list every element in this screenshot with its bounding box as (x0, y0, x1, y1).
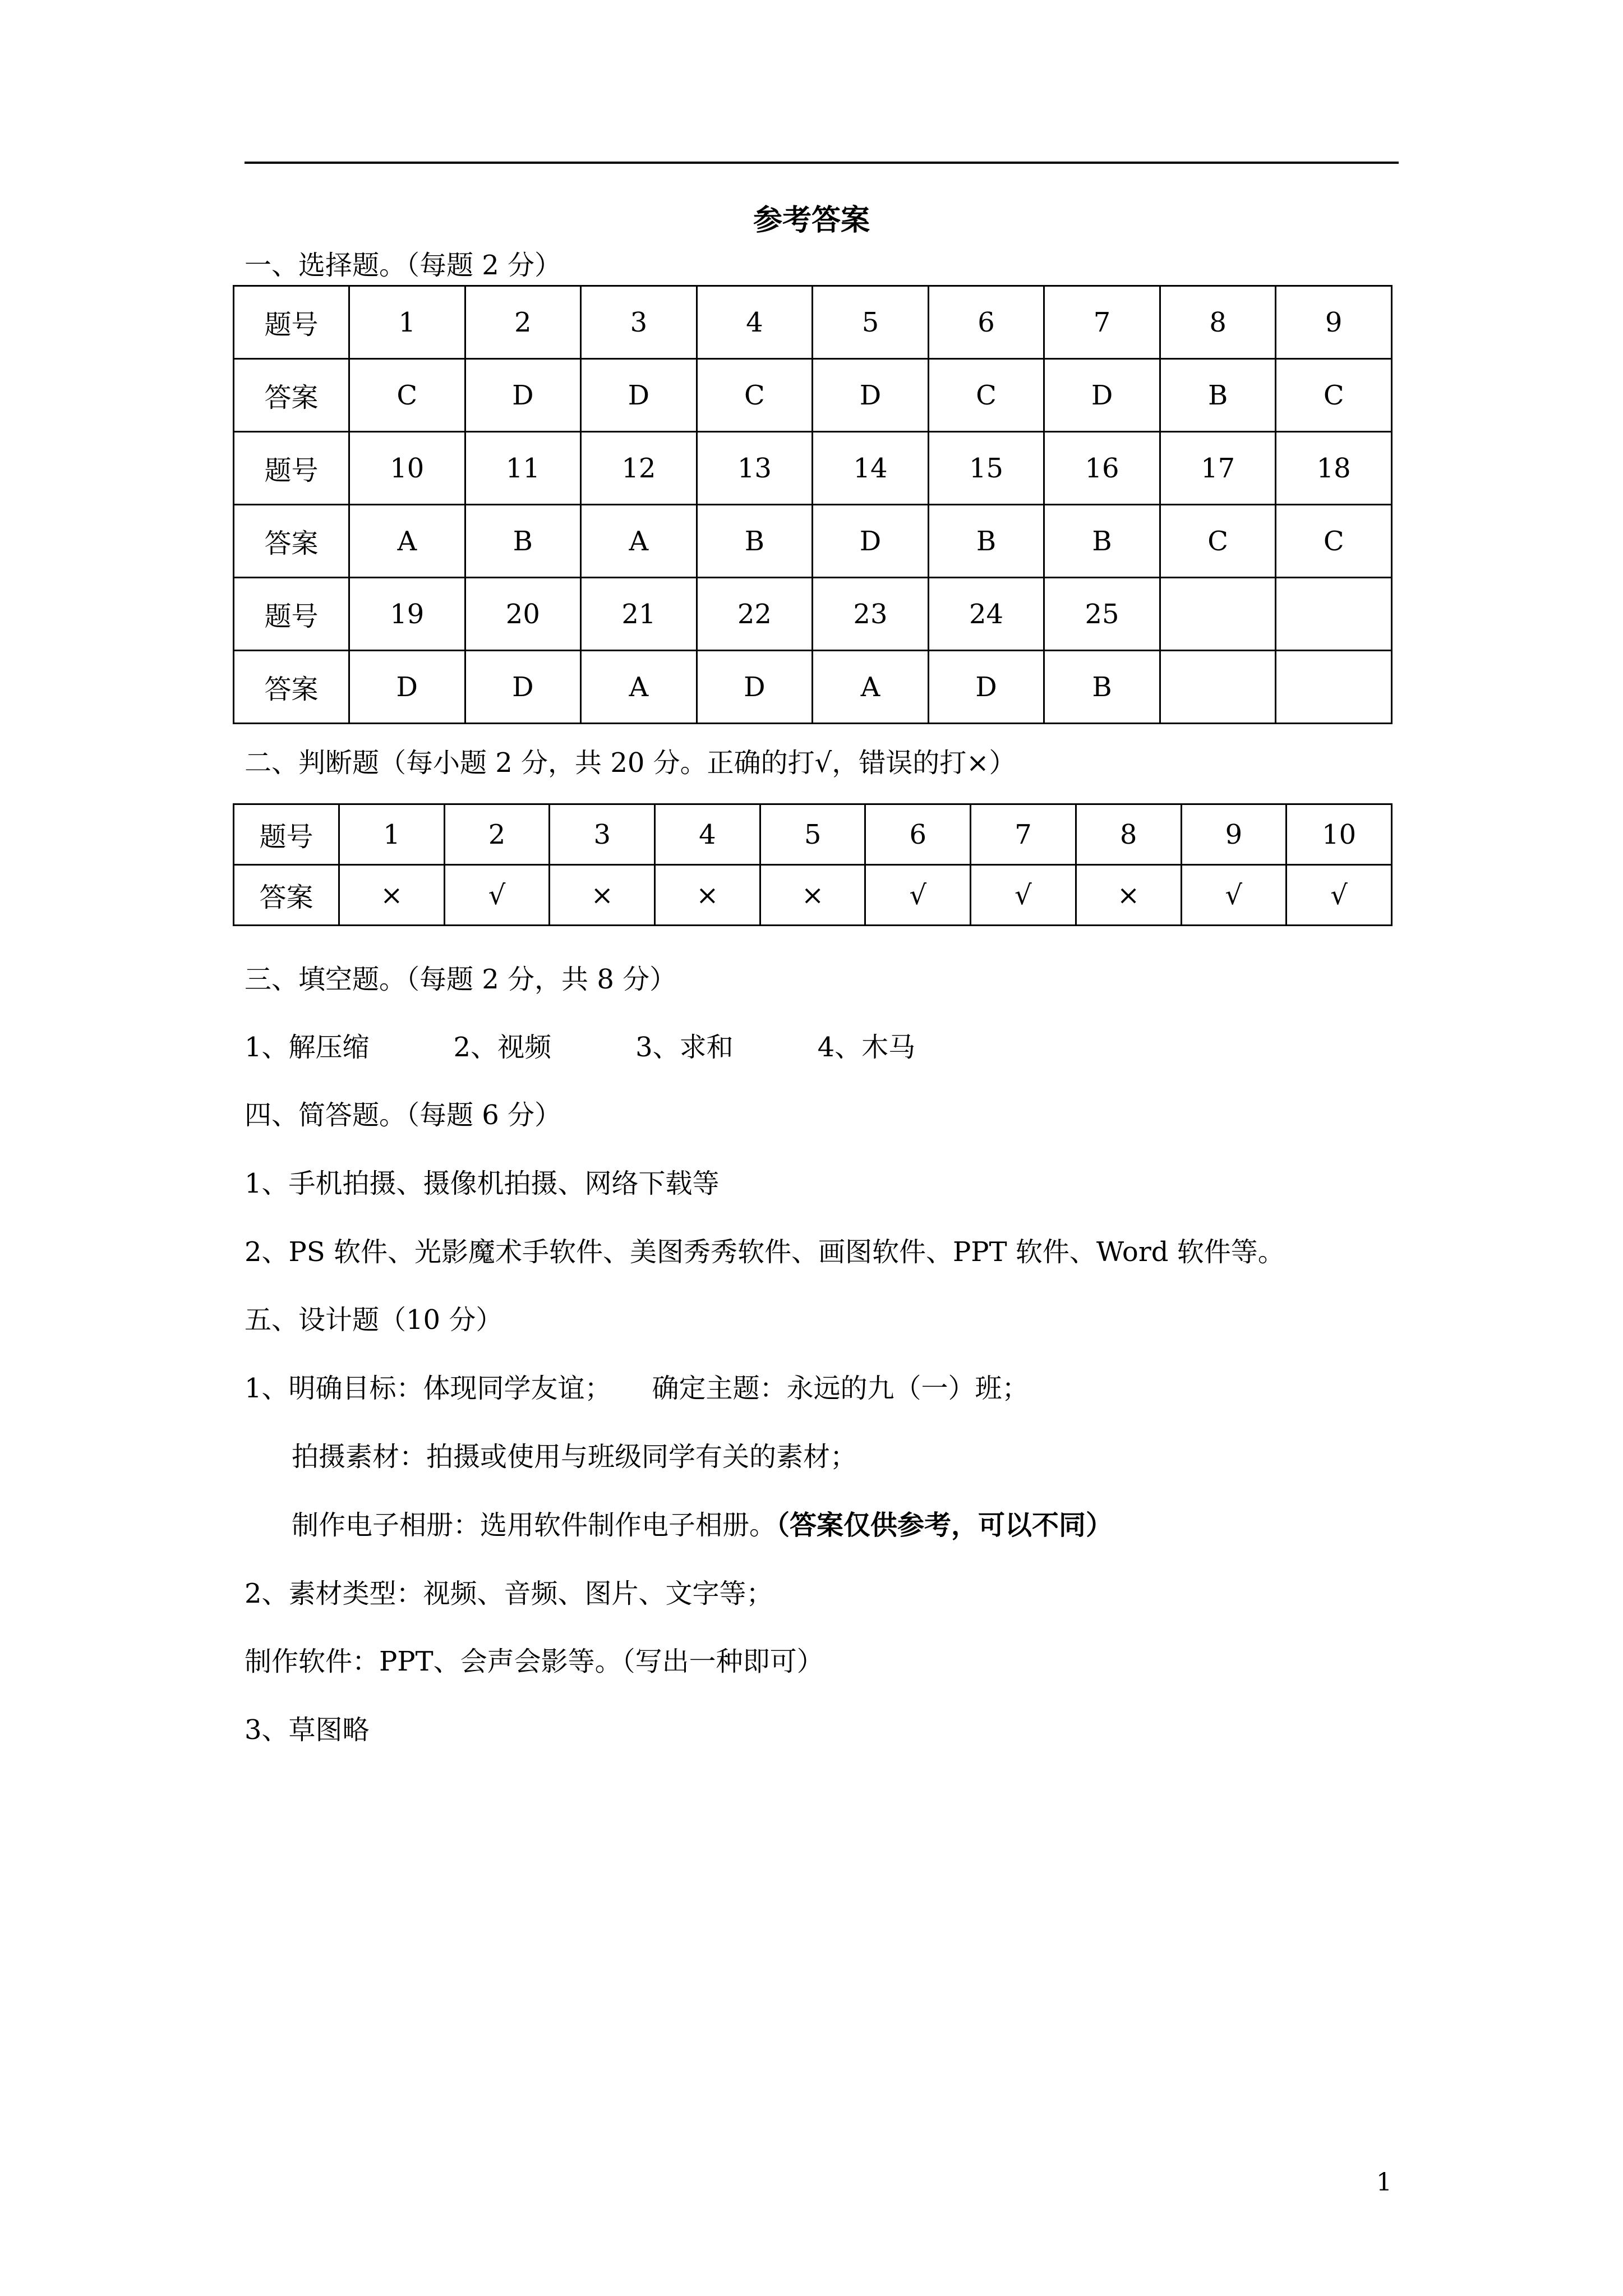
table-cell: 1 (339, 804, 445, 865)
table-cell: D (813, 505, 929, 578)
table-cell: × (1076, 865, 1181, 926)
table-cell: √ (971, 865, 1076, 926)
design-answer-1-line-1: 1、明确目标：体现同学友谊； 确定主题：永远的九（一）班； (245, 1373, 1029, 1404)
section-5-heading: 五、设计题（10 分） (245, 1304, 503, 1336)
table-cell: B (1044, 651, 1160, 724)
table-cell: B (928, 505, 1044, 578)
choice-answer-table (233, 285, 1393, 724)
table-cell: 21 (581, 578, 697, 651)
table-cell: × (655, 865, 760, 926)
table-row (234, 804, 1392, 865)
table-cell: D (1044, 359, 1160, 432)
table-cell: A (581, 651, 697, 724)
table-cell: √ (1287, 865, 1392, 926)
table-row (234, 286, 1392, 359)
table-cell (1160, 651, 1276, 724)
table-cell: 2 (465, 286, 581, 359)
table-cell: √ (865, 865, 971, 926)
table-cell: × (550, 865, 655, 926)
table-cell: 7 (971, 804, 1076, 865)
section-3-heading: 三、填空题。（每题 2 分，共 8 分） (245, 964, 677, 995)
table-row (234, 432, 1392, 505)
table-cell: √ (444, 865, 550, 926)
fill-answer-2: 2、视频 (453, 1032, 552, 1063)
table-cell: C (1160, 505, 1276, 578)
table-cell: A (813, 651, 929, 724)
table-row (234, 651, 1392, 724)
table-cell: 9 (1181, 804, 1287, 865)
table-cell: 5 (760, 804, 865, 865)
fill-answer-1: 1、解压缩 (245, 1032, 370, 1063)
table-cell: D (813, 359, 929, 432)
table-cell: D (349, 651, 465, 724)
table-cell: 18 (1276, 432, 1392, 505)
table-cell: 3 (550, 804, 655, 865)
table-cell: B (1044, 505, 1160, 578)
table-cell: 19 (349, 578, 465, 651)
table-cell: 11 (465, 432, 581, 505)
row-header-cell: 题号 (234, 578, 349, 651)
table-cell: 25 (1044, 578, 1160, 651)
design-answer-1-line-3 (292, 1507, 1113, 1544)
table-cell: 7 (1044, 286, 1160, 359)
table-row (234, 865, 1392, 926)
fill-answer-4: 4、木马 (817, 1032, 916, 1063)
table-cell: D (928, 651, 1044, 724)
table-cell: 8 (1160, 286, 1276, 359)
section-4-heading: 四、简答题。（每题 6 分） (245, 1099, 562, 1131)
fill-answer-3: 3、求和 (635, 1032, 734, 1063)
table-cell: D (465, 651, 581, 724)
fill-blank-answers (245, 1029, 999, 1066)
table-cell: 10 (349, 432, 465, 505)
table-cell: D (465, 359, 581, 432)
table-cell: 20 (465, 578, 581, 651)
row-header-cell: 题号 (234, 804, 339, 865)
short-answer-1: 1、手机拍摄、摄像机拍摄、网络下载等 (245, 1168, 720, 1199)
table-cell: 1 (349, 286, 465, 359)
table-cell: 15 (928, 432, 1044, 505)
design-answer-2-line-2: 制作软件：PPT、会声会影等。（写出一种即可） (245, 1646, 824, 1677)
table-cell: A (349, 505, 465, 578)
table-cell: C (1276, 359, 1392, 432)
section-2-heading: 二、判断题（每小题 2 分，共 20 分。正确的打√，错误的打×） (245, 747, 1016, 779)
table-cell: × (339, 865, 445, 926)
judgement-answer-table (233, 803, 1393, 926)
row-header-cell: 答案 (234, 505, 349, 578)
header-rule (245, 162, 1399, 164)
table-cell: 12 (581, 432, 697, 505)
table-cell: 22 (697, 578, 813, 651)
row-header-cell: 题号 (234, 286, 349, 359)
table-cell: × (760, 865, 865, 926)
table-cell: B (697, 505, 813, 578)
table-cell: B (1160, 359, 1276, 432)
table-cell: D (581, 359, 697, 432)
reference-note: （答案仅供参考，可以不同） (776, 1510, 1113, 1541)
design-answer-1-line-2: 拍摄素材：拍摄或使用与班级同学有关的素材； (292, 1441, 857, 1473)
table-cell: 17 (1160, 432, 1276, 505)
table-cell (1276, 578, 1392, 651)
table-cell: √ (1181, 865, 1287, 926)
row-header-cell: 答案 (234, 651, 349, 724)
design-answer-1-text: 制作电子相册：选用软件制作电子相册。 (292, 1510, 777, 1541)
table-cell: 4 (655, 804, 760, 865)
table-cell: 16 (1044, 432, 1160, 505)
table-row (234, 578, 1392, 651)
table-cell: 10 (1287, 804, 1392, 865)
table-cell: C (349, 359, 465, 432)
short-answer-2: 2、PS 软件、光影魔术手软件、美图秀秀软件、画图软件、PPT 软件、Word 软件等。 (245, 1236, 1285, 1268)
table-cell: 24 (928, 578, 1044, 651)
table-cell: 9 (1276, 286, 1392, 359)
section-1-heading: 一、选择题。（每题 2 分） (245, 250, 562, 281)
row-header-cell: 题号 (234, 432, 349, 505)
design-answer-2-line-1: 2、素材类型：视频、音频、图片、文字等； (245, 1578, 773, 1609)
table-cell (1276, 651, 1392, 724)
table-cell: B (465, 505, 581, 578)
table-cell: D (697, 651, 813, 724)
table-row (234, 359, 1392, 432)
table-cell: C (1276, 505, 1392, 578)
table-cell: A (581, 505, 697, 578)
table-cell: 14 (813, 432, 929, 505)
row-header-cell: 答案 (234, 359, 349, 432)
table-cell (1160, 578, 1276, 651)
table-cell: 6 (865, 804, 971, 865)
table-cell: 13 (697, 432, 813, 505)
table-cell: 3 (581, 286, 697, 359)
table-cell: 8 (1076, 804, 1181, 865)
table-cell: 2 (444, 804, 550, 865)
table-cell: 6 (928, 286, 1044, 359)
page-number: 1 (1376, 2168, 1392, 2197)
table-row (234, 505, 1392, 578)
page-title: 参考答案 (753, 203, 870, 237)
table-cell: C (928, 359, 1044, 432)
table-cell: 23 (813, 578, 929, 651)
design-answer-3: 3、草图略 (245, 1714, 370, 1746)
table-cell: 4 (697, 286, 813, 359)
table-cell: 5 (813, 286, 929, 359)
row-header-cell: 答案 (234, 865, 339, 926)
table-cell: C (697, 359, 813, 432)
